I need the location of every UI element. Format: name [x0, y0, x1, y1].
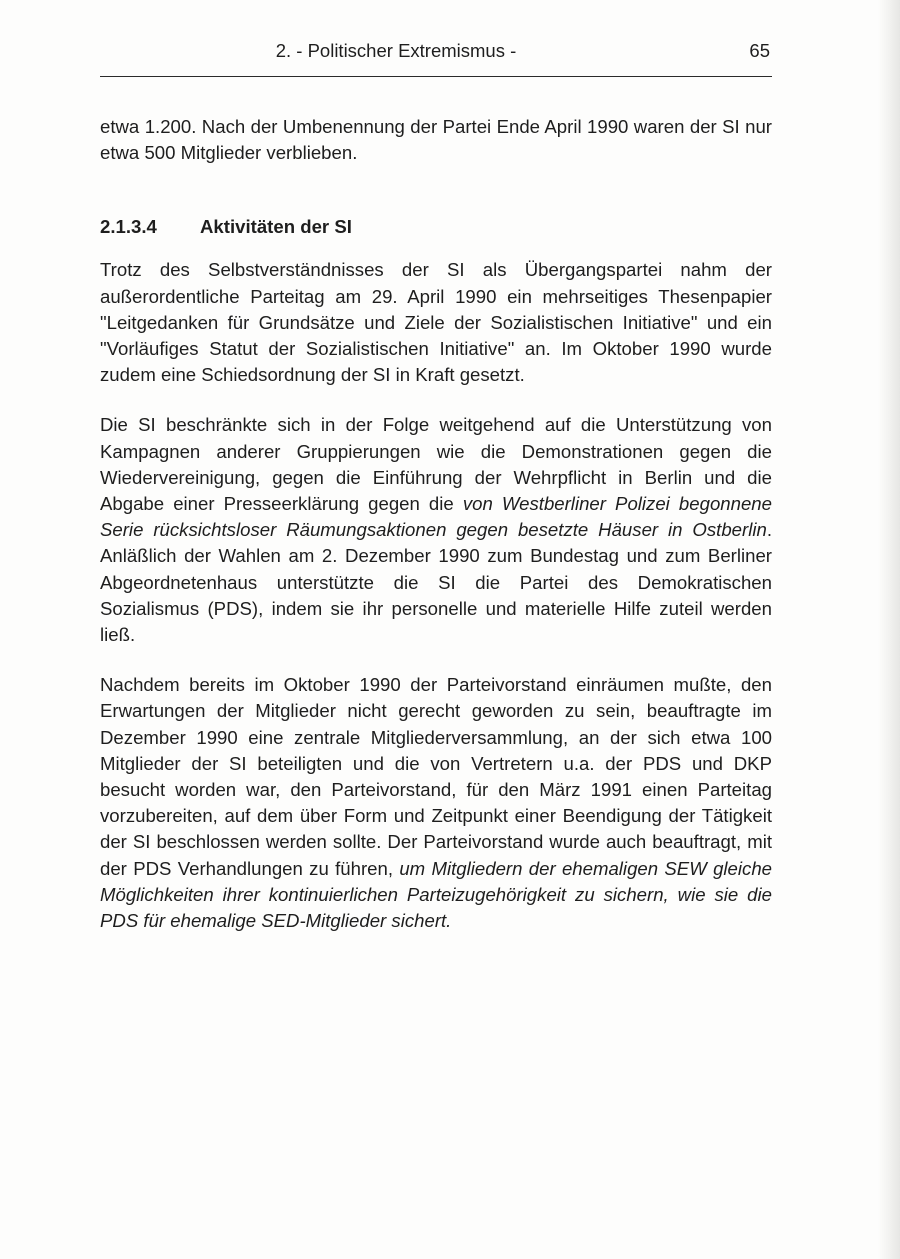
page-number: 65: [749, 40, 770, 61]
paragraph-3-quote: um Mitgliedern der ehemaligen SEW gleiche Möglichkeiten ihrer kontinuierlichen Parteizugehörigkeit zu sichern, wie sie die PDS für ehemalige SED-Mitglieder sichert.: [100, 857, 773, 932]
header-rule: [100, 76, 772, 77]
paragraph-1: Trotz des Selbstverständnisses der SI als Übergangspartei nahm der außerordentliche Parteitag am 29. April 1990 ein mehrseitiges Thesenpapier "Leitgedanken für Grundsätze und Ziele der Sozialistischen Initiative" und ein "Vorläufiges Statut der Sozialistischen Initiative" an. Im Oktober 1990 wurde zudem eine Schiedsordnung der SI in Kraft gesetzt.: [100, 259, 772, 386]
body-text: [100, 114, 772, 934]
section-title: Aktivitäten der SI: [200, 216, 352, 238]
page-header: [100, 38, 772, 64]
paragraph-2-text-a: Die SI beschränkte sich in der Folge weitgehend auf die Unterstützung von Kampagnen anderer Gruppierungen wie die Demonstrationen gegen die Wiedervereinigung, gegen die Einführung der Wehrpflicht in Berlin und die Abgabe einer Presseerklärung gegen die: [100, 414, 772, 515]
running-title: 2. - Politischer Extremismus -: [275, 40, 517, 61]
intro-paragraph: etwa 1.200. Nach der Umbenennung der Partei Ende April 1990 waren der SI nur etwa 500 Mitglieder verblieben.: [100, 116, 772, 164]
page-edge-shadow: [878, 0, 900, 1259]
paragraph-3-text: Nachdem bereits im Oktober 1990 der Parteivorstand einräumen mußte, den Erwartungen der Mitglieder nicht gerecht geworden zu sein, beauftragte im Dezember 1990 eine zentrale Mitgliederversammlung, an der sich etwa 100 Mitglieder der SI beteiligten und die von Vertretern u.a. der PDS und DKP besucht worden war, den Parteivorstand, für den März 1991 einen Parteitag vorzubereiten, auf dem über Form und Zeitpunkt einer Beendigung der Tätigkeit der SI beschlossen werden sollte. Der Parteivorstand wurde auch beauftragt, mit der PDS Verhandlungen zu führen,: [100, 674, 772, 879]
section-heading: [100, 214, 772, 240]
paragraph-2-quote: von Westberliner Polizei begonnene Serie rücksichtsloser Räumungsaktionen gegen besetzte Häuser in Ostberlin: [100, 493, 772, 541]
paragraph-2: [100, 412, 772, 648]
paragraph-3: [100, 672, 772, 934]
paragraph-2-text-b: . Anläßlich der Wahlen am 2. Dezember 1990 zum Bundestag und zum Berliner Abgeordnetenhaus unterstützte die SI die Partei des Demokratischen Sozialismus (PDS), indem sie ihr personelle und materielle Hilfe zuteil werden ließ.: [100, 519, 772, 646]
section-number: 2.1.3.4: [100, 216, 157, 238]
